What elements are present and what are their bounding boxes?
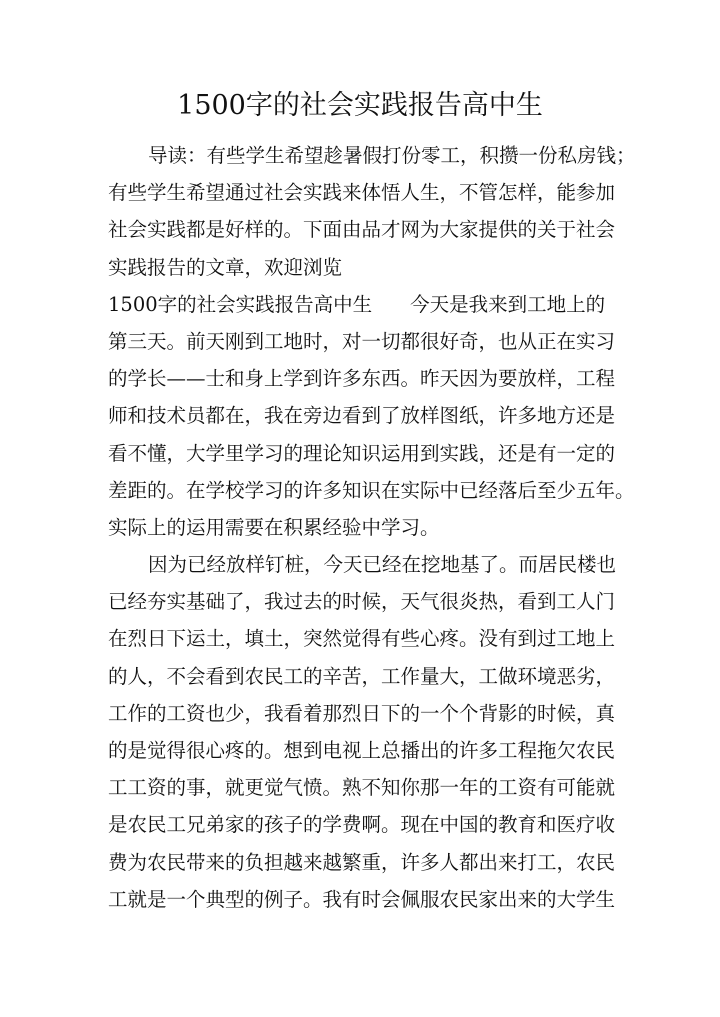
paragraph-line: 师和技术员都在，我在旁边看到了放样图纸，许多地方还是 [108, 404, 616, 428]
paragraph-line: 在烈日下运土，填土，突然觉得有些心疼。没有到过工地上 [108, 627, 616, 651]
paragraph-line: 的人，不会看到农民工的辛苦，工作量大，工做环境恶劣， [108, 664, 616, 688]
document-body [108, 137, 636, 918]
intro-line: 有些学生希望通过社会实践来体悟人生，不管怎样，能参加 [108, 181, 616, 205]
paragraph-line: 的学长——士和身上学到许多东西。昨天因为要放样，工程 [108, 367, 616, 391]
paragraph-line: 的是觉得很心疼的。想到电视上总播出的许多工程拖欠农民 [108, 739, 616, 762]
paragraph-line: 因为已经放样钉桩，今天已经在挖地基了。而居民楼也 [148, 553, 617, 577]
paragraph-line: 看不懂，大学里学习的理论知识运用到实践，还是有一定的 [108, 441, 616, 465]
paragraph-line: 费为农民带来的负担越来越繁重，许多人都出来打工，农民 [108, 850, 616, 874]
section-first-line [108, 286, 614, 323]
paragraph-line: 工就是一个典型的例子。我有时会佩服农民家出来的大学生 [108, 887, 616, 911]
section-first-line-text: 今天是我来到工地上的 [410, 292, 606, 316]
paragraph-line: 第三天。前天刚到工地时，对一切都很好奇，也从正在实习 [108, 329, 616, 353]
intro-line: 实践报告的文章，欢迎浏览 [108, 255, 343, 279]
intro-line: 导读：有些学生希望趁暑假打份零工，积攒一份私房钱； [148, 144, 636, 167]
paragraph-line: 已经夯实基础了，我过去的时候，天气很炎热，看到工人门 [108, 590, 616, 614]
paragraph-line: 工工资的事，就更觉气愤。熟不知你那一年的工资有可能就 [108, 776, 616, 800]
document-title: 1500字的社会实践报告高中生 [177, 90, 543, 121]
paragraph-line: 是农民工兄弟家的孩子的学费啊。现在中国的教育和医疗收 [108, 813, 616, 837]
paragraph-line: 工作的工资也少，我看着那烈日下的一个个背影的时候，真 [108, 701, 616, 725]
paragraph-line: 差距的。在学校学习的许多知识在实际中已经落后至少五年。 [108, 478, 635, 502]
section-heading: 1500字的社会实践报告高中生 [108, 292, 373, 316]
paragraph-line: 实际上的运用需要在积累经验中学习。 [108, 515, 440, 539]
intro-line: 社会实践都是好样的。下面由品才网为大家提供的关于社会 [108, 218, 616, 242]
